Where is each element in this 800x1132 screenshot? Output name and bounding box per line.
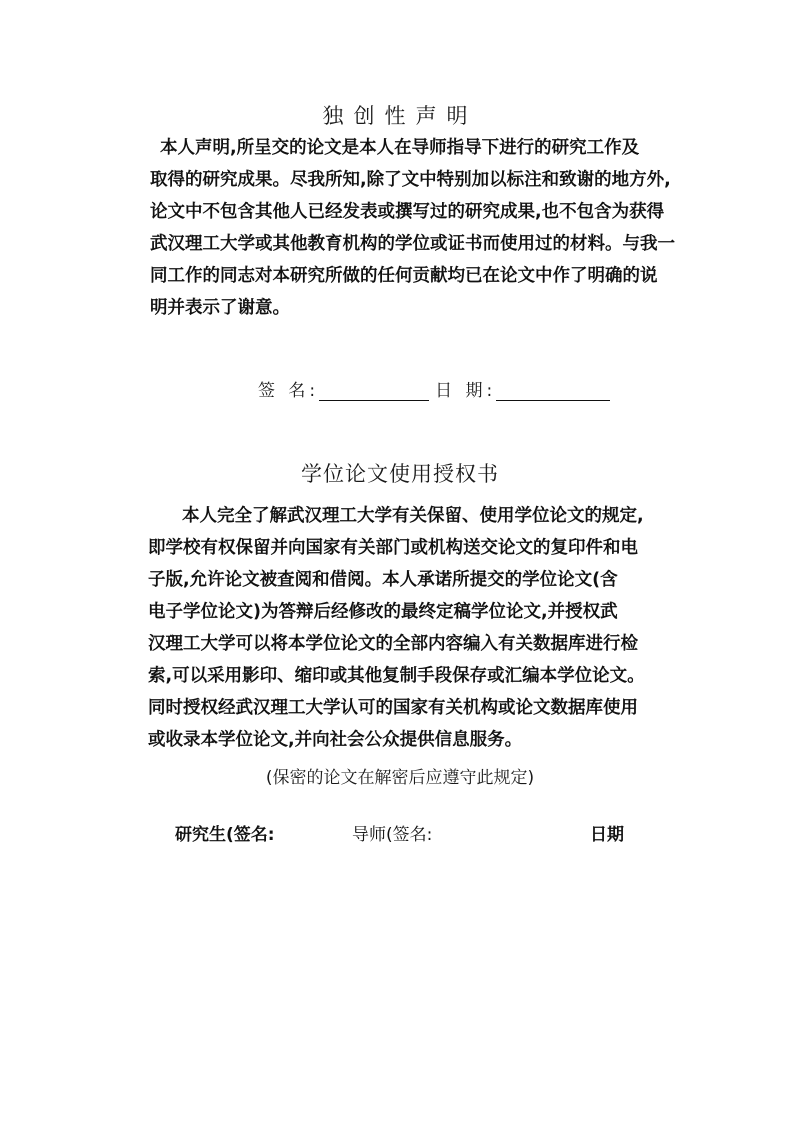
declaration-signature-row [258, 376, 610, 401]
authorization-line: 索,可以采用影印、缩印或其他复制手段保存或汇编本学位论文。 [148, 666, 645, 686]
advisor-signature-label: 导师(签名: [352, 825, 433, 845]
declaration-line: 同工作的同志对本研究所做的任何贡献均已在论文中作了明确的说 [150, 266, 658, 286]
signature-field[interactable] [319, 380, 429, 401]
authorization-line: 本人完全了解武汉理工大学有关保留、使用学位论文的规定, [182, 506, 644, 526]
declaration-line: 论文中不包含其他人已经发表或撰写过的研究成果,也不包含为获得 [150, 202, 665, 222]
authorization-line: 同时授权经武汉理工大学认可的国家有关机构或论文数据库使用 [148, 698, 638, 718]
date-field[interactable] [496, 380, 610, 401]
declaration-line: 本人声明,所呈交的论文是本人在导师指导下进行的研究工作及 [160, 138, 640, 158]
declaration-paragraph [150, 132, 690, 324]
authorization-line: 或收录本学位论文,并向社会公众提供信息服务。 [148, 730, 523, 750]
authorization-line: 子版,允许论文被查阅和借阅。本人承诺所提交的学位论文(含 [148, 570, 618, 590]
authorization-date-label: 日期 [590, 825, 624, 845]
declaration-line: 武汉理工大学或其他教育机构的学位或证书而使用过的材料。与我一 [150, 234, 675, 254]
authorization-paragraph [148, 500, 688, 756]
confidentiality-note: (保密的论文在解密后应遵守此规定) [265, 768, 535, 788]
declaration-line: 明并表示了谢意。 [150, 298, 290, 318]
date-label: 日 期: [435, 381, 497, 401]
student-signature-label: 研究生(签名: [175, 825, 275, 845]
authorization-line: 汉理工大学可以将本学位论文的全部内容编入有关数据库进行检 [148, 634, 638, 654]
authorization-title: 学位论文使用授权书 [301, 462, 499, 486]
authorization-line: 电子学位论文)为答辩后经修改的最终定稿学位论文,并授权武 [148, 602, 618, 622]
declaration-line: 取得的研究成果。尽我所知,除了文中特别加以标注和致谢的地方外, [150, 170, 671, 190]
declaration-title: 独创性声明 [322, 104, 478, 128]
authorization-line: 即学校有权保留并向国家有关部门或机构送交论文的复印件和电 [148, 538, 638, 558]
signature-label: 签 名: [258, 381, 320, 401]
